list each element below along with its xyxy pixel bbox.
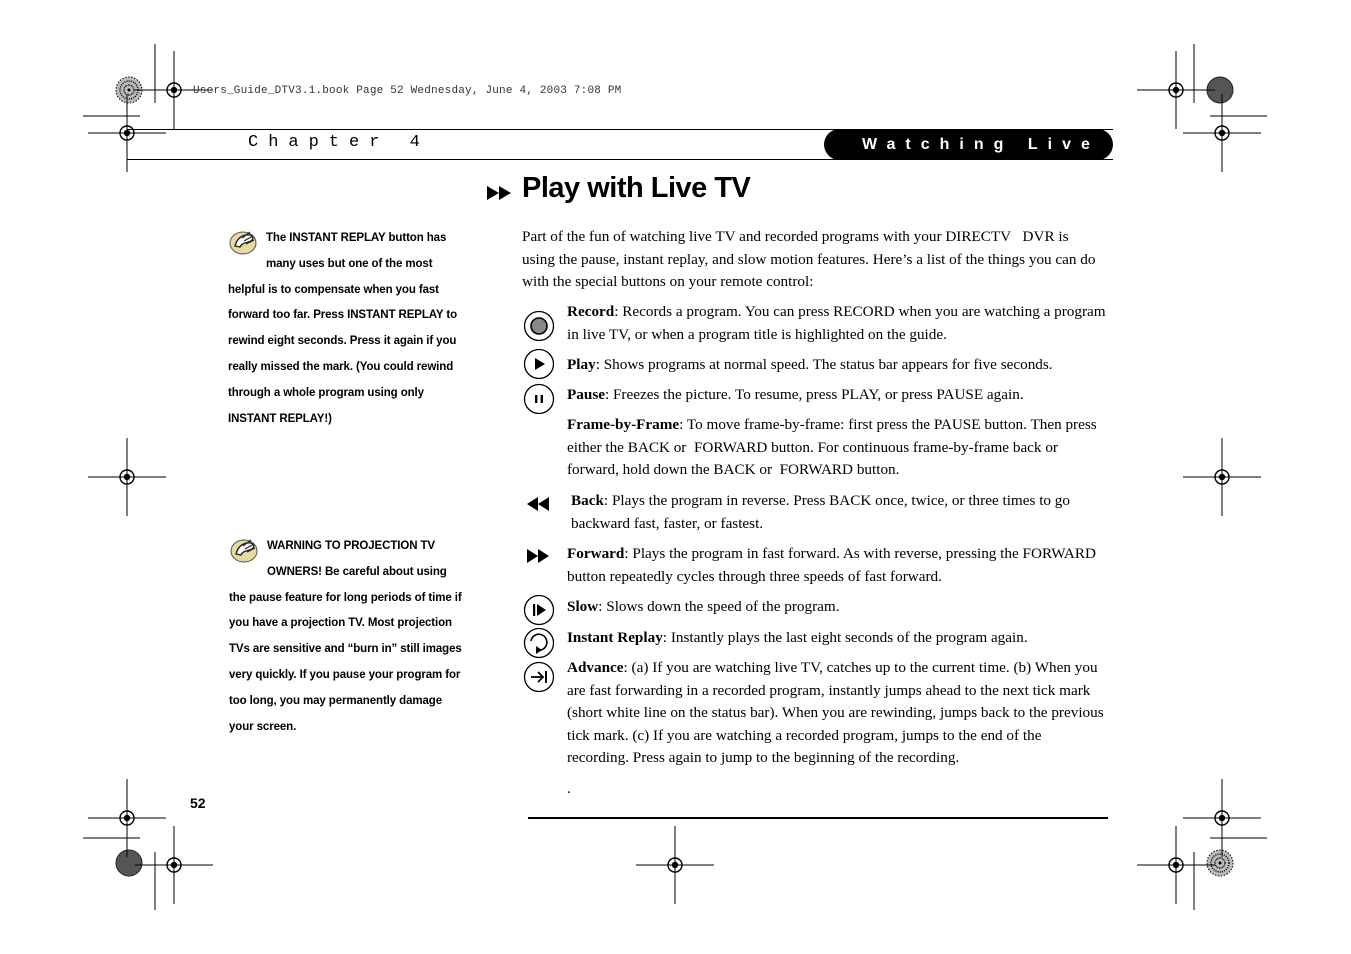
rewind-icon xyxy=(527,497,551,511)
instant-replay-icon xyxy=(523,627,555,659)
play-icon xyxy=(523,348,555,380)
page-title: Play with Live TV xyxy=(522,172,751,204)
item-advance-name: Advance xyxy=(567,659,624,676)
item-instant-replay-text: : Instantly plays the last eight seconds of the program again. xyxy=(662,629,1028,646)
item-pause-name: Pause xyxy=(567,386,605,403)
tip-hand-icon xyxy=(228,228,262,256)
slow-icon xyxy=(523,594,555,626)
tip-note-text: The INSTANT REPLAY button has many uses but one of the most helpful is to compensate when you fast forward too far. Press INSTANT REPLAY to rewind eight seconds. Press it again if you really missed the mark. (You could rewind through a whole program using only INSTANT REPLAY!) xyxy=(228,232,458,425)
record-icon xyxy=(523,310,555,342)
printer-slug: Users_Guide_DTV3.1.book Page 52 Wednesday, June 4, 2003 7:08 PM xyxy=(193,85,622,97)
trailing-dot: . xyxy=(567,780,571,797)
advance-icon xyxy=(523,661,555,693)
item-slow-name: Slow xyxy=(567,598,599,615)
footer-rule xyxy=(528,817,1108,819)
item-back-text: : Plays the program in reverse. Press BACK once, twice, or three times to go backward fast, faster, or fastest. xyxy=(571,492,1070,532)
item-forward-text: : Plays the program in fast forward. As with reverse, pressing the FORWARD button repeatedly cycles through three speeds of fast forward. xyxy=(567,545,1096,585)
warning-note-text: WARNING TO PROJECTION TV OWNERS! Be careful about using the pause feature for long periods of time if you have a projection TV. Most projection TVs are sensitive and “burn in” still images very quickly. If you pause your program for too long, you may permanently damage your screen. xyxy=(229,540,462,733)
item-pause xyxy=(567,384,1107,407)
fast-forward-arrows-icon xyxy=(487,186,513,200)
item-frame-by-frame-text: : To move frame-by-frame: first press the PAUSE button. Then press either the BACK or FORWARD button. For continuous frame-by-frame back or forward, hold down the BACK or FORWARD button. xyxy=(567,416,1097,479)
item-frame-by-frame xyxy=(567,414,1107,482)
item-pause-text: : Freezes the picture. To resume, press PLAY, or press PAUSE again. xyxy=(604,386,1024,403)
item-slow-text: : Slows down the speed of the program. xyxy=(598,598,840,615)
item-back xyxy=(567,490,1107,535)
fast-forward-icon xyxy=(527,549,551,563)
item-record-text: : Records a program. You can press RECORD when you are watching a program in live TV, or when a program title is highlighted on the guide. xyxy=(567,303,1106,343)
warning-hand-icon xyxy=(229,536,263,564)
section-tab: Watching Live TV xyxy=(824,129,1113,160)
item-advance xyxy=(567,657,1107,770)
item-instant-replay-name: Instant Replay xyxy=(567,629,663,646)
item-play-text: : Shows programs at normal speed. The status bar appears for five seconds. xyxy=(595,356,1053,373)
item-play xyxy=(567,354,1107,377)
item-frame-by-frame-name: Frame-by-Frame xyxy=(567,416,680,433)
item-back-name: Back xyxy=(571,492,604,509)
intro-paragraph: Part of the fun of watching live TV and recorded programs with your DIRECTV DVR is using the pause, instant replay, and slow motion features. Here’s a list of the things you can do with the special buttons on your remote control: xyxy=(522,228,1096,291)
item-record xyxy=(567,301,1107,346)
item-play-name: Play xyxy=(567,356,596,373)
item-record-name: Record xyxy=(567,303,615,320)
item-forward-name: Forward xyxy=(567,545,625,562)
item-forward xyxy=(567,543,1107,588)
pause-icon xyxy=(523,383,555,415)
chapter-label: Chapter 4 xyxy=(248,133,430,152)
item-instant-replay xyxy=(567,627,1107,650)
tip-note xyxy=(228,226,462,432)
warning-note xyxy=(229,534,463,740)
item-advance-text: : (a) If you are watching live TV, catches up to the current time. (b) When you are fast forwarding in a recorded program, instantly jumps ahead to the next tick mark (short white line on the status bar). When you are rewinding, jumps back to the previous tick mark. (c) If you are watching a recorded program, jumps to the end of the recording. Press again to jump to the beginning of the recording. xyxy=(567,659,1104,767)
item-slow xyxy=(567,596,1107,619)
page-number: 52 xyxy=(190,795,206,811)
